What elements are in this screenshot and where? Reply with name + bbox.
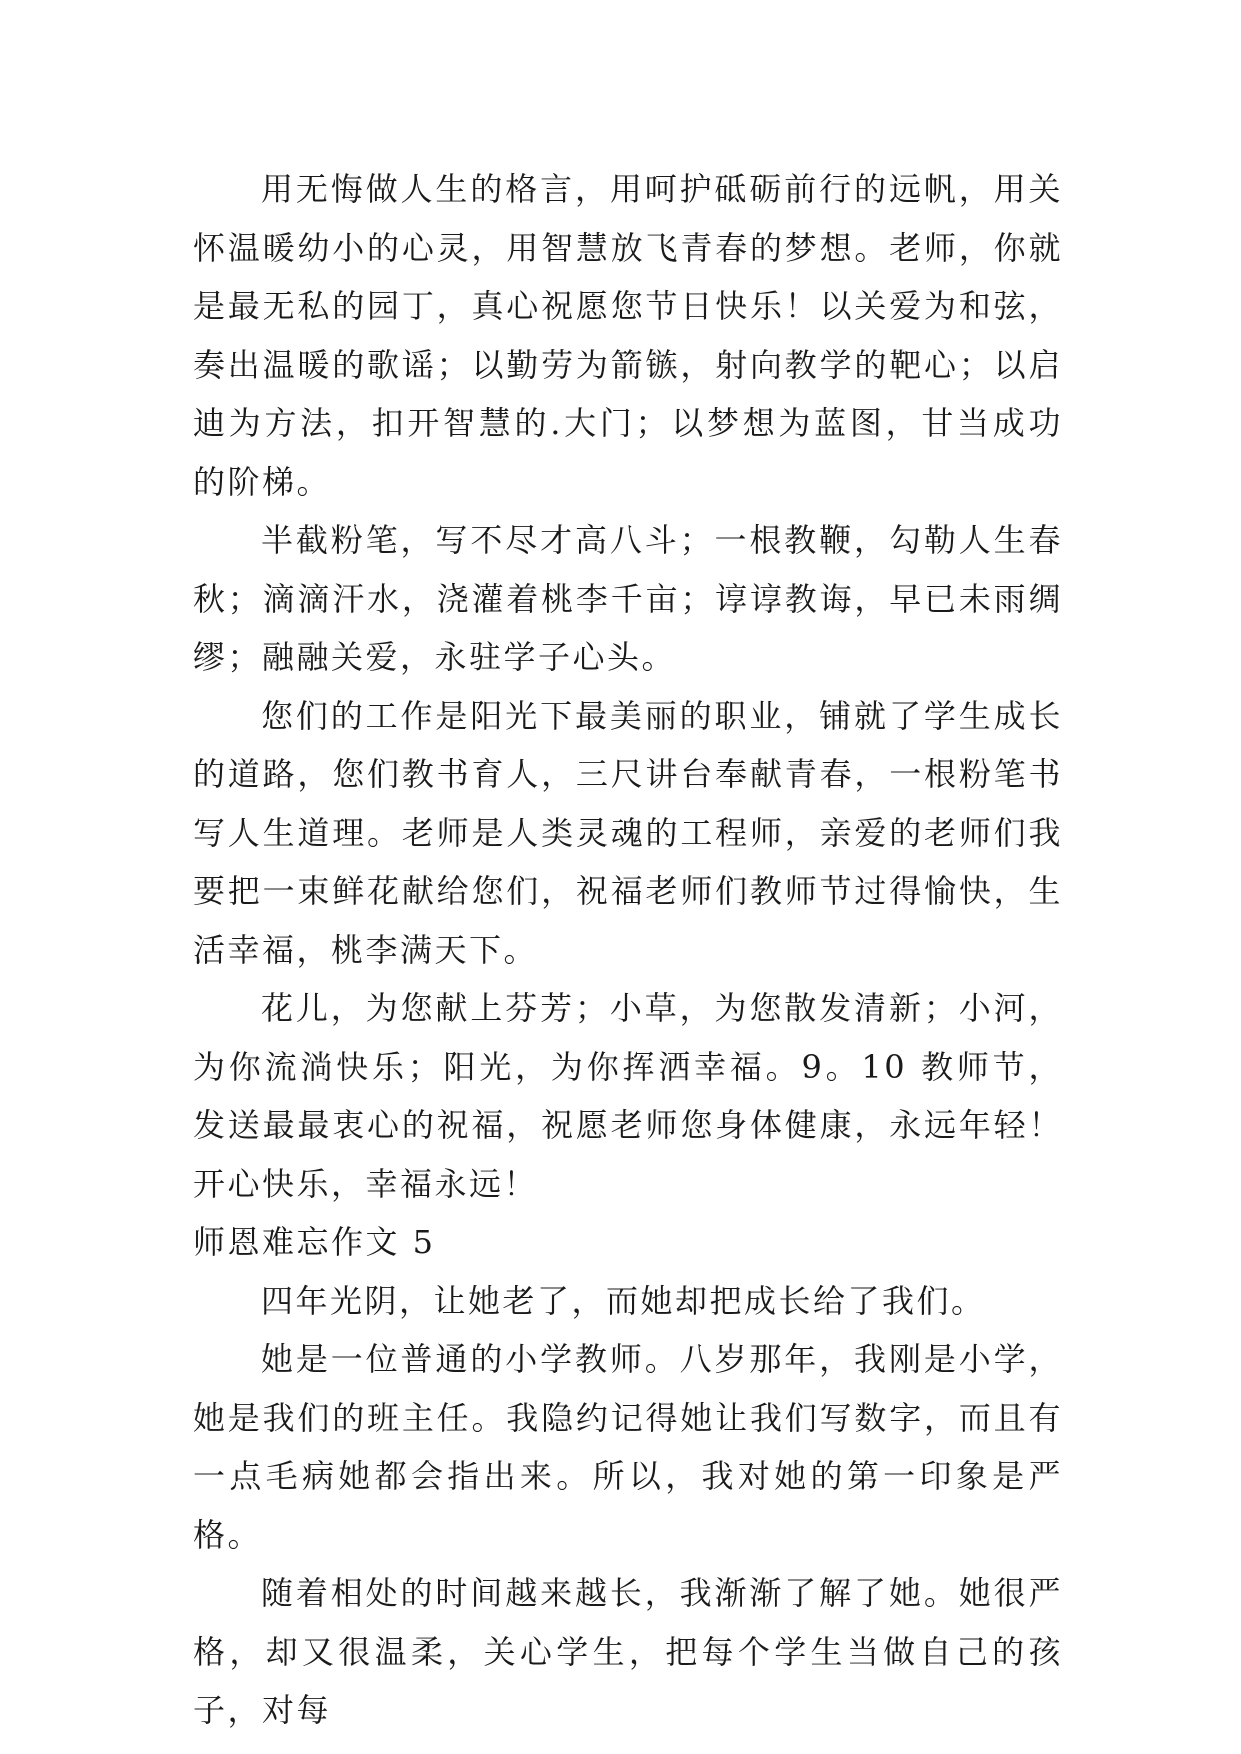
section-heading: 师恩难忘作文 5 — [193, 1223, 436, 1261]
paragraph-teacher-praise: 用无悔做人生的格言，用呵护砥砺前行的远帆，用关怀温暖幼小的心灵，用智慧放飞青春的梦想。老师，你就是最无私的园丁，真心祝愿您节日快乐！以关爱为和弦，奏出温暖的歌谣；以勤劳为箭镞，射向教学的靶心；以启迪为方法，扣开智慧的.大门；以梦想为蓝图，甘当成功的阶梯。 — [193, 170, 1063, 501]
paragraph-getting-to-know: 随着相处的时间越来越长，我渐渐了解了她。她很严格，却又很温柔，关心学生，把每个学生当做自己的孩子，对每 — [193, 1574, 1063, 1729]
paragraph-ordinary-teacher: 她是一位普通的小学教师。八岁那年，我刚是小学，她是我们的班主任。我隐约记得她让我们写数字，而且有一点毛病她都会指出来。所以，我对她的第一印象是严格。 — [193, 1340, 1063, 1554]
paragraph-sunlight-profession: 您们的工作是阳光下最美丽的职业，铺就了学生成长的道路，您们教书育人，三尺讲台奉献青春，一根粉笔书写人生道理。老师是人类灵魂的工程师，亲爱的老师们我要把一束鲜花献给您们，祝福老师们教师节过得愉快，生活幸福，桃李满天下。 — [193, 696, 1063, 969]
paragraph-four-years: 四年光阴，让她老了，而她却把成长给了我们。 — [261, 1281, 986, 1320]
paragraph-chalk: 半截粉笔，写不尽才高八斗；一根教鞭，勾勒人生春秋；滴滴汗水，浇灌着桃李千亩；谆谆教诲，早已未雨绸缪；融融关爱，永驻学子心头。 — [193, 521, 1063, 676]
document-body — [193, 160, 1063, 1740]
paragraph-flowers-blessing: 花儿，为您献上芬芳；小草，为您散发清新；小河，为你流淌快乐；阳光，为你挥洒幸福。9。10 教师节，发送最最衷心的祝福，祝愿老师您身体健康，永远年轻！开心快乐，幸福永远！ — [193, 989, 1063, 1203]
